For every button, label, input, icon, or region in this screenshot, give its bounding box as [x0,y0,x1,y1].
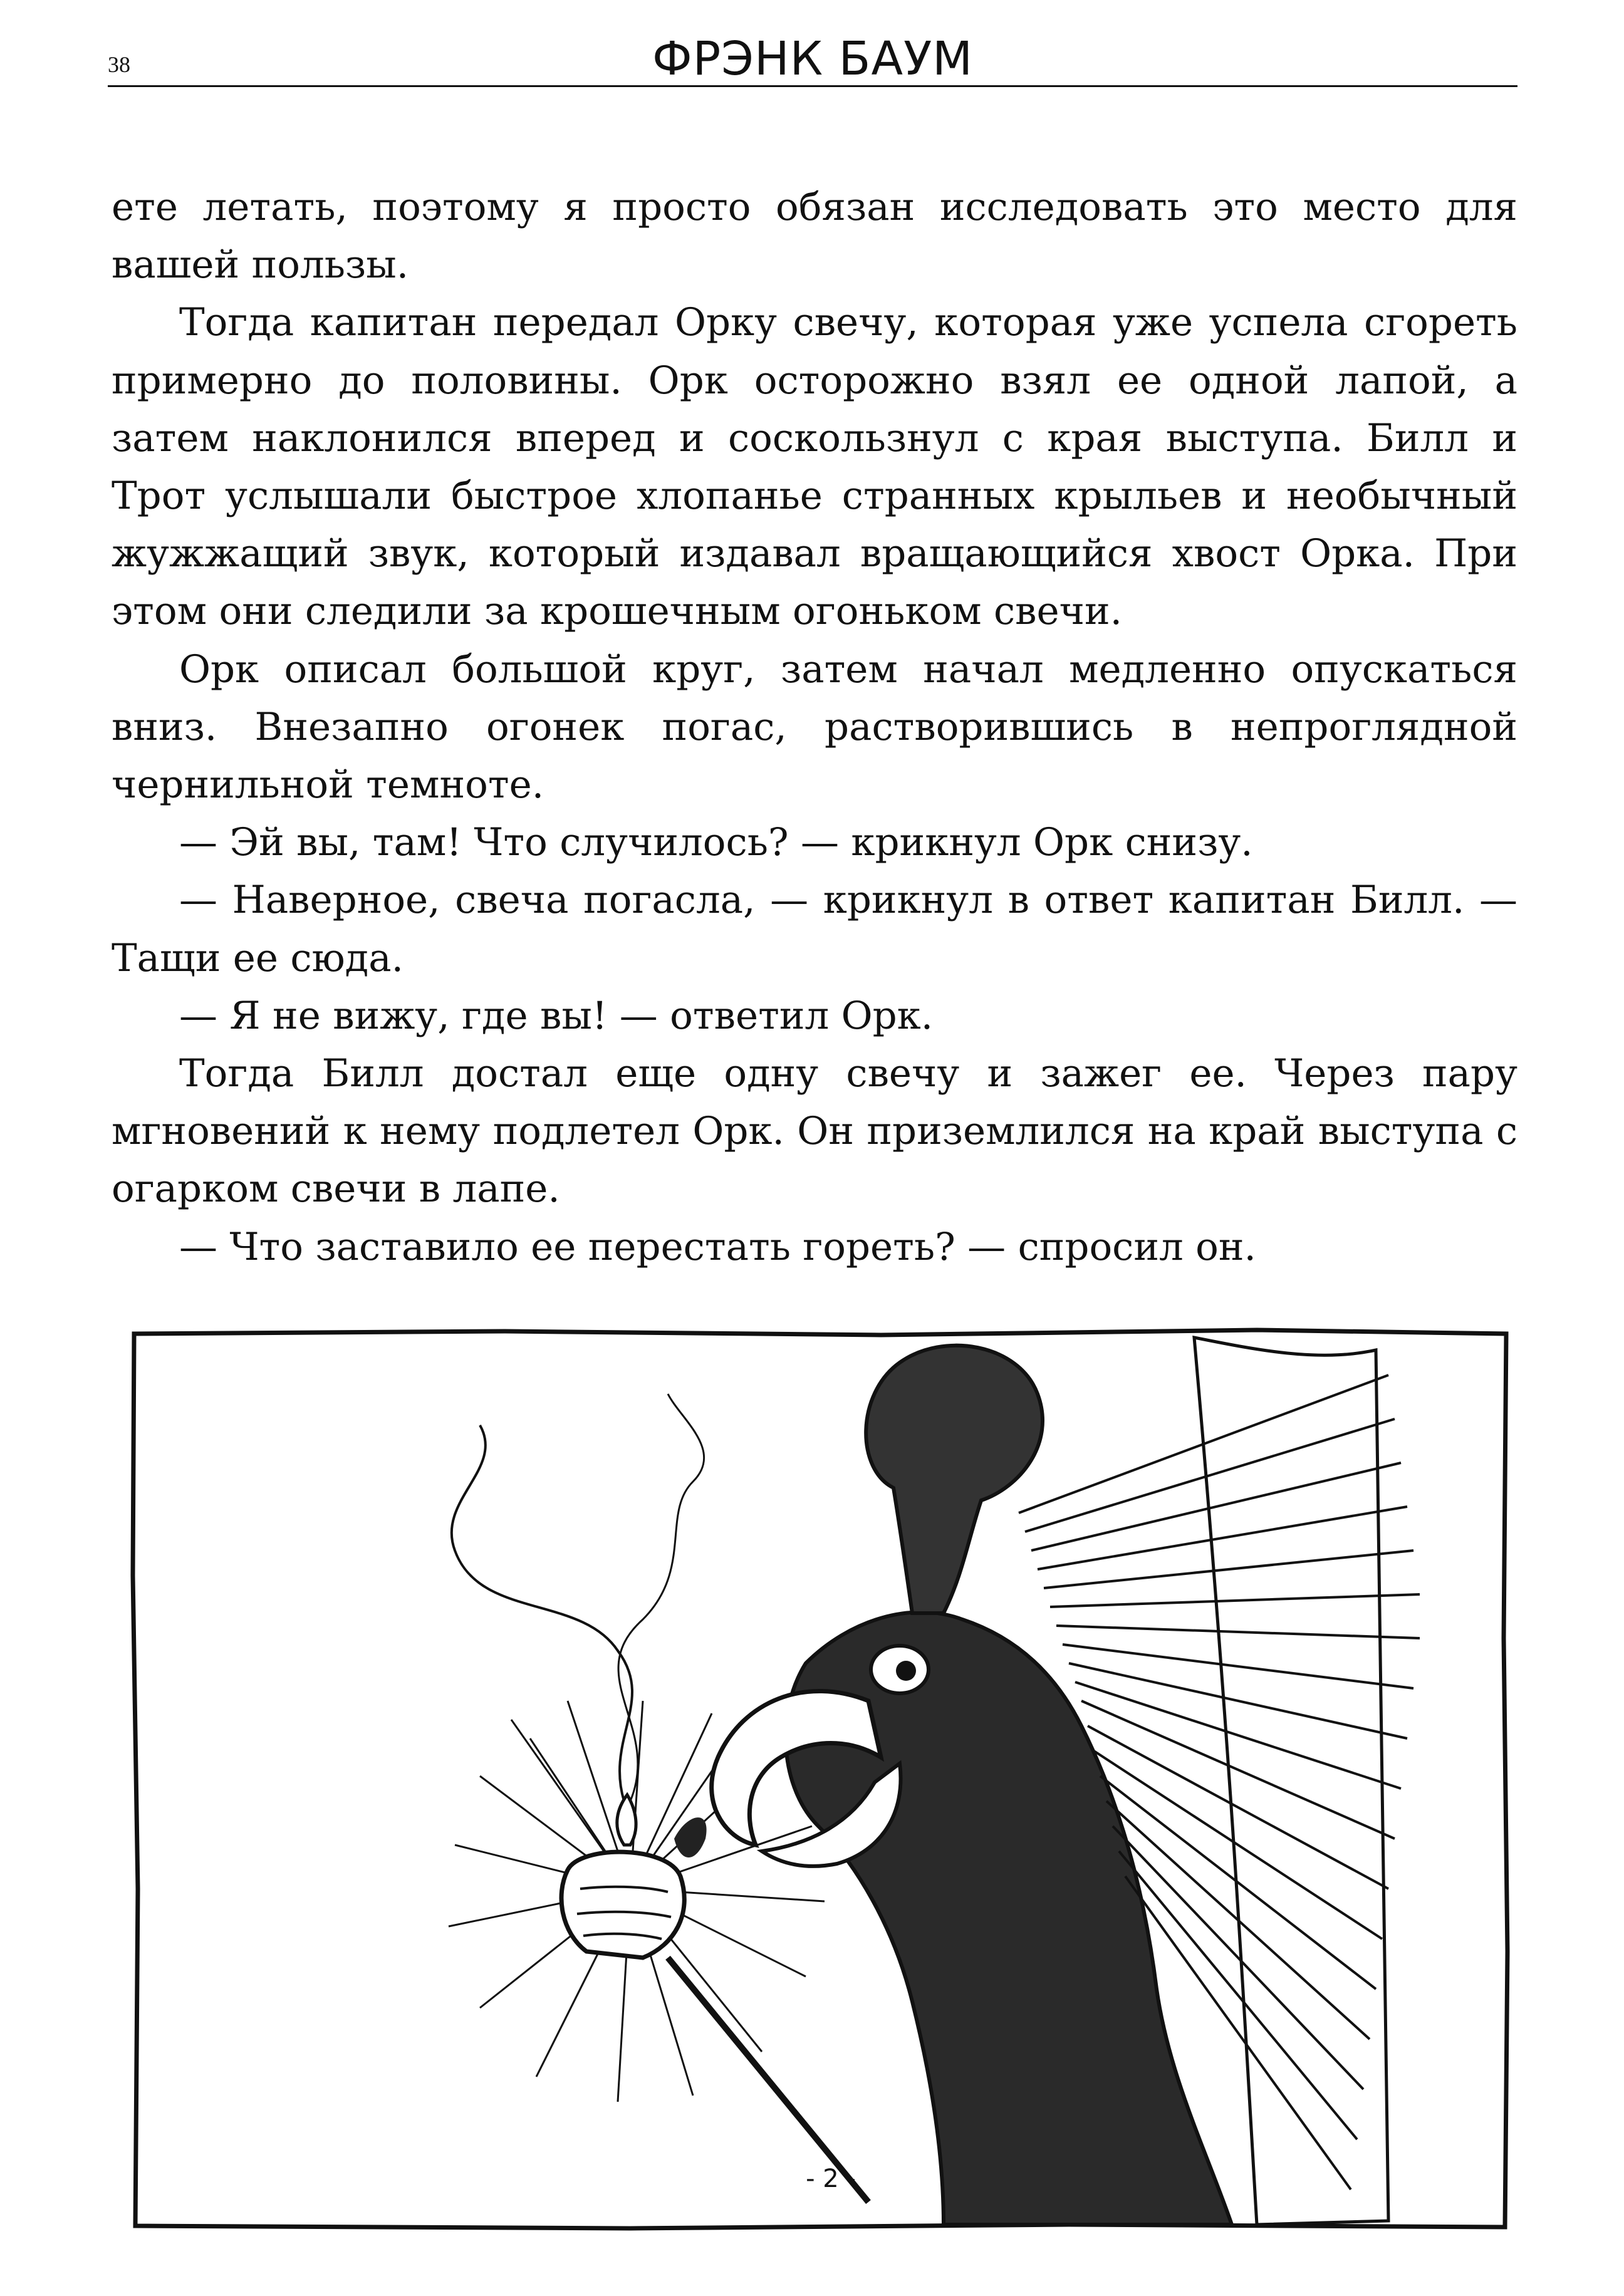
paragraph-2: Тогда капитан передал Орку свечу, которая уже успела сгореть примерно до половины. Орк осторожно взял ее одной лапой, а затем наклонился вперед и соскользнул с края выступа. Билл и Трот услышали быстрое хлопанье странных крыльев и необычный жужжащий звук, который издавал вращающийся хвост Орка. При этом они следили за крошечным огоньком свечи. [112,300,1517,634]
orc-crest [866,1346,1043,1613]
smoke-wisp-2 [618,1394,704,1801]
paragraph-8: — Что заставило ее перестать гореть? — спросил он. [179,1224,1256,1269]
page-number: 38 [108,52,130,77]
body-text [112,179,1517,1276]
running-head [108,33,1517,87]
smoke-wisp [452,1425,632,1801]
paragraph-5: — Наверное, свеча погасла, — крикнул в ответ капитан Билл. — Тащи ее сюда. [112,878,1517,980]
claw-tip [674,1817,707,1857]
paragraph-6: — Я не вижу, где вы! — ответил Орк. [179,993,934,1038]
illustration-orc-with-candle [129,1325,1512,2232]
paragraph-1: ете летать, поэтому я просто обязан исследовать это место для вашей пользы. [112,185,1517,288]
figure-number: - 2 - [806,2164,856,2193]
paragraph-3: Орк описал большой круг, затем начал медленно опускаться вниз. Внезапно огонек погас, растворившись в непроглядной чернильной темноте. [112,647,1517,808]
paragraph-4: — Эй вы, там! Что случилось? — крикнул Орк снизу. [179,820,1253,865]
orc-paw [561,1852,684,1958]
illustration-drawing [129,1325,1512,2232]
candle-flame [617,1795,636,1845]
paragraph-7: Тогда Билл достал еще одну свечу и зажег ее. Через пару мгновений к нему подлетел Орк. Он приземлился на край выступа с огарком свечи в лапе. [112,1051,1517,1212]
book-author-title: ФРЭНК БАУМ [652,32,974,86]
